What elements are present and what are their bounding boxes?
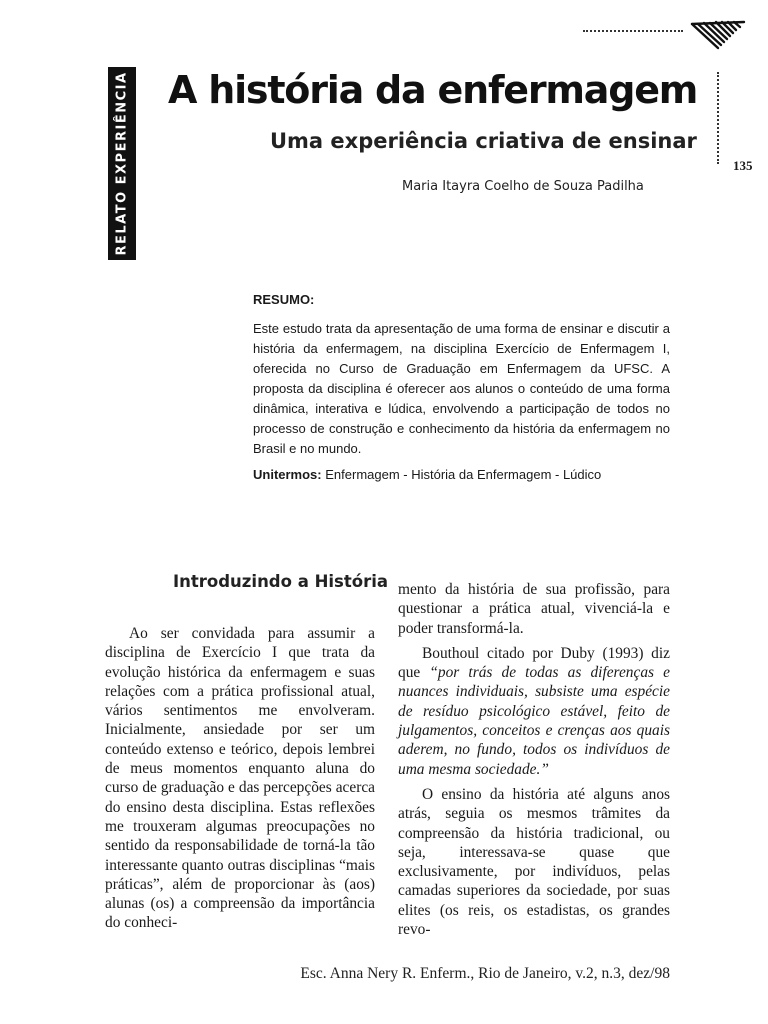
section-tab-label: RELATO EXPERIÊNCIA — [114, 71, 130, 256]
page-number: 135 — [733, 158, 753, 173]
paragraph: Ao ser convidada para assumir a disciplina de Exercício I que trata da evolução histórica da enfermagem e suas relações com a prática profissional atual, vários sentimentos me envolveram. Inicialmente, ansiedade por ser um conteúdo extenso e teórico, depois lembrei de meus momentos enquanto aluna do curso de graduação e das percepções acerca do ensino desta disciplina. Estas reflexões me trouxeram algumas preocupações no sentido da responsabilidade de torná-la tão interessante quanto outras disciplinas “mais práticas”, além de proporcionar às (aos) alunas (os) a compreensão da importância do conheci- — [105, 625, 375, 932]
article-title: A história da enfermagem — [168, 68, 698, 112]
section-tab — [108, 67, 136, 260]
body-column-right — [398, 580, 670, 939]
abstract-label: RESUMO: — [253, 292, 315, 307]
diagonal-hatch-icon — [688, 20, 748, 54]
quote-intro: Bouthoul citado por Duby (1993) diz que — [398, 644, 670, 682]
paragraph: mento da história de sua profissão, para questionar a prática atual, vivenciá-la e poder transformá-la. — [398, 581, 670, 637]
body-column-left — [105, 624, 375, 933]
keywords — [253, 467, 670, 482]
abstract — [253, 292, 670, 482]
journal-citation-footer: Esc. Anna Nery R. Enferm., Rio de Janeiro, v.2, n.3, dez/98 — [300, 965, 670, 982]
paragraph: O ensino da história até alguns anos atrás, seguia os mesmos trâmites da compreensão da história tradicional, ou seja, interessava-se quase que exclusivamente, por indivíduos, pelas camadas superiores da sociedade, por suas elites (os reis, os estadistas, os grandes revo- — [398, 785, 670, 939]
dotted-rule-horizontal — [583, 30, 683, 32]
dotted-rule-vertical — [717, 72, 719, 164]
section-heading: Introduzindo a História — [173, 572, 389, 591]
keywords-label: Unitermos: — [253, 467, 322, 482]
author-name: Maria Itayra Coelho de Souza Padilha — [402, 179, 644, 194]
quote-text: “por trás de todas as diferenças e nuances individuais, subsiste uma espécie de resíduo psicológico estável, feito de julgamentos, conceitos e crenças aos quais aderem, no fundo, todos os indivíduos de uma mesma sociedade.” — [398, 664, 670, 778]
keywords-text: Enfermagem - História da Enfermagem - Lúdico — [325, 467, 602, 482]
paragraph-quote — [398, 644, 670, 779]
article-subtitle: Uma experiência criativa de ensinar — [270, 129, 697, 153]
abstract-text: Este estudo trata da apresentação de uma forma de ensinar e discutir a história da enfermagem, na disciplina Exercício de Enfermagem I, oferecida no Curso de Graduação em Enfermagem da UFSC. A proposta da disciplina é oferecer aos alunos o conteúdo de uma forma dinâmica, interativa e lúdica, envolvendo a participação de todos no processo de construção e conhecimento da história da enfermagem no Brasil e no mundo. — [253, 321, 670, 456]
